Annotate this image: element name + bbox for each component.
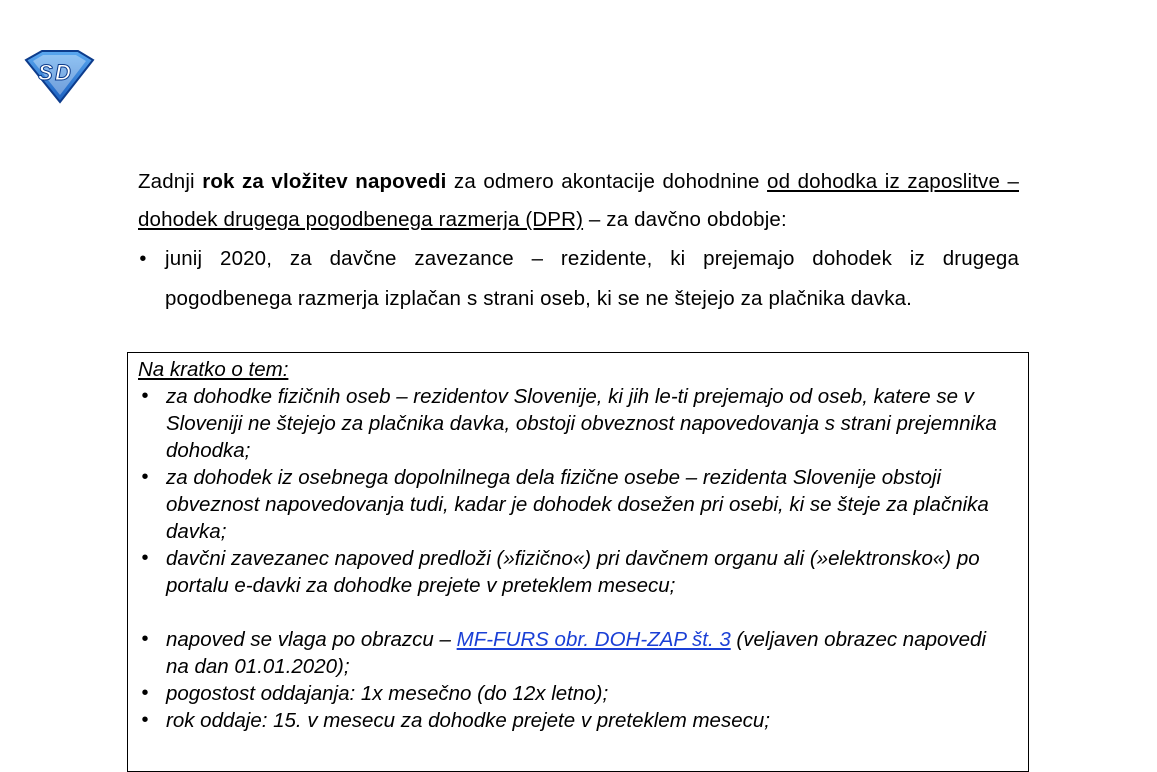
bullet-icon: • bbox=[141, 466, 149, 488]
bullet-icon: • bbox=[141, 682, 149, 704]
list-item bbox=[138, 680, 1012, 707]
bullet-icon: • bbox=[141, 709, 149, 731]
svg-text:D: D bbox=[55, 60, 71, 85]
bullet-icon: • bbox=[139, 248, 147, 270]
list-item bbox=[138, 707, 1012, 734]
summary-title: Na kratko o tem: bbox=[138, 358, 289, 381]
list-item-text: napoved se vlaga po obrazcu – bbox=[166, 628, 457, 651]
intro-paragraph bbox=[138, 163, 1019, 239]
svg-text:S: S bbox=[38, 60, 53, 85]
intro-deadline-bold: rok za vložitev napovedi bbox=[202, 170, 447, 193]
intro-list-item bbox=[138, 239, 1019, 319]
intro-income-type: od dohodka iz zaposlitve – dohodek drugega pogodbenega razmerja (DPR) bbox=[138, 170, 1019, 231]
summary-list bbox=[138, 383, 1012, 734]
list-item bbox=[138, 464, 1012, 545]
bullet-icon: • bbox=[141, 385, 149, 407]
list-item-text: za dohodke fizičnih oseb – rezidentov Slovenije, ki jih le-ti prejemajo od oseb, katere se v Sloveniji ne štejejo za plačnika davka, obstoji obveznost napovedovanja s strani prejemnika dohodka; bbox=[166, 385, 997, 462]
intro-section bbox=[138, 163, 1019, 319]
sd-logo-icon bbox=[22, 48, 96, 104]
list-item-text: za dohodek iz osebnega dopolnilnega dela fizične osebe – rezidenta Slovenije obstoji obveznost napovedovanja tudi, kadar je dohodek dosežen pri osebi, ki se šteje za plačnika davka; bbox=[166, 466, 989, 543]
list-item-text: rok oddaje: 15. v mesecu za dohodke prejete v preteklem mesecu; bbox=[166, 709, 770, 732]
list-item bbox=[138, 383, 1012, 464]
list-item-text: davčni zavezanec napoved predloži (»fizično«) pri davčnem organu ali (»elektronsko«) po portalu e-davki za dohodke prejete v preteklem mesecu; bbox=[166, 547, 980, 597]
intro-text-b: za odmero akontacije dohodnine bbox=[446, 170, 768, 193]
summary-box bbox=[127, 352, 1029, 772]
intro-text-c: – za davčno obdobje: bbox=[583, 208, 787, 231]
list-item bbox=[138, 545, 1012, 599]
list-item bbox=[138, 626, 1012, 680]
list-item-text: (veljaven obrazec napovedi na dan 01.01.2020); bbox=[166, 628, 987, 678]
bullet-icon: • bbox=[141, 547, 149, 569]
intro-bullet-text: junij 2020, za davčne zavezance – rezidente, ki prejemajo dohodek iz drugega pogodbenega razmerja izplačan s strani oseb, ki se ne štejejo za plačnika davka. bbox=[165, 247, 1019, 310]
bullet-icon: • bbox=[141, 628, 149, 650]
intro-list bbox=[138, 239, 1019, 319]
form-link[interactable]: MF-FURS obr. DOH-ZAP št. 3 bbox=[456, 628, 731, 651]
list-item-text: pogostost oddajanja: 1x mesečno (do 12x letno); bbox=[166, 682, 609, 705]
intro-text-a: Zadnji bbox=[138, 170, 203, 193]
